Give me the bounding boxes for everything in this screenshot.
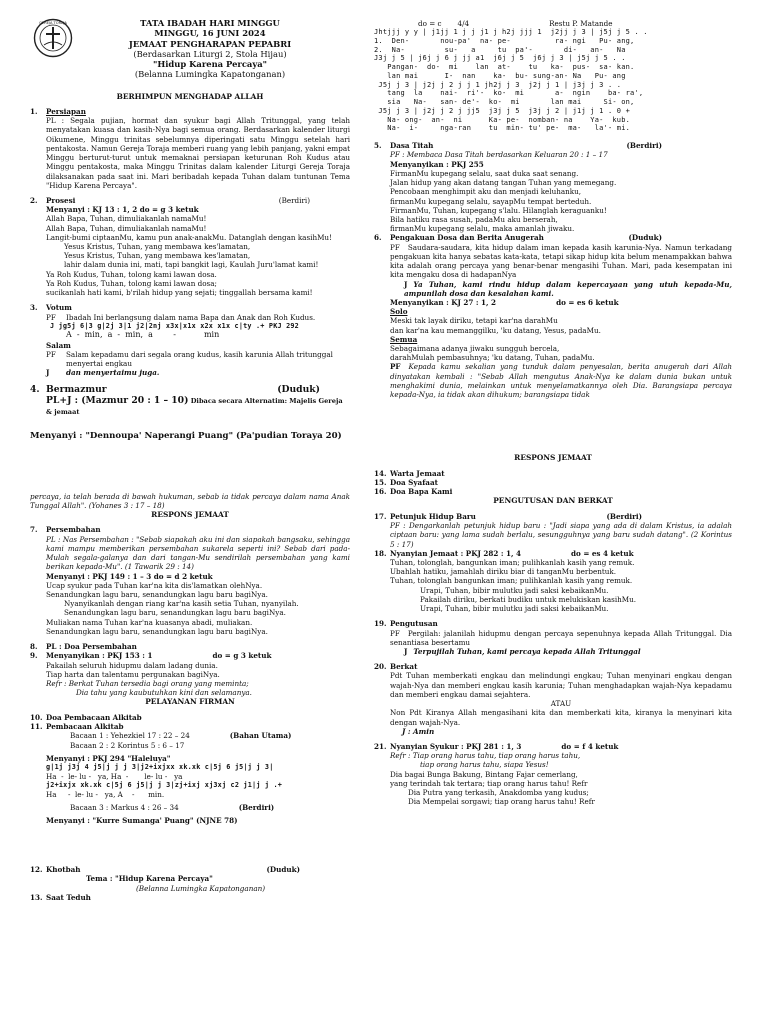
music-notation: J jg5j 6|3 g|2j 3|1 j2|2nj x3x|x1x x2x x1x c|ty .+ PKJ 292 [50,321,299,330]
reading: Bacaan 2 : 2 Korintus 5 : 6 – 17 [70,740,185,750]
section-heading: PELAYANAN FIRMAN [145,697,235,707]
lyric-line: Ha - le- lu - ya, A - min. [46,789,165,799]
posture-note: (Berdiri) [278,195,310,205]
lyric-line: Meski tak layak diriku, tetapi kar'na darahMu [390,316,558,326]
lyric-line: Senandungkan lagu baru, senandungkan lagu baru bagiNya. [64,608,286,618]
speaker-label: PF [390,362,401,372]
item-persiapan [30,107,350,190]
lyric-line: darahMulah pembasuhnya; 'ku datang, Tuhan, padaMu. [390,353,595,363]
item-pengutusan [374,619,732,656]
item-number: 6. [374,233,382,243]
composer: Restu P. Matande [549,19,613,28]
lyric-line: dan kar'na kau memanggilku, 'ku datang, Yesus, padaMu. [390,325,601,335]
page-title: TATA IBADAH HARI MINGGU [140,18,280,28]
amin-lyric: A - min, a - min, a - min [66,330,220,340]
item-title: Nyanyian Jemaat : PKJ 282 : 1, 4 [390,548,522,558]
item-pembacaan-alkitab [30,722,350,825]
alternatim-note: Dibaca secara Alternatim: Majelis Gereja & jemaat [46,397,343,417]
lyric-line: Ha - le- lu - ya, Ha - le- lu - ya [46,771,183,781]
item-title: Nyanyian Syukur : PKJ 281 : 1, 3 [390,741,522,751]
sermon-theme: Tema : "Hidup Karena Percaya" [86,874,213,884]
refrain: Dia tahu yang kaubutuhkan kini dan selamanya. [76,688,252,698]
song-key: do = g 3 ketuk [212,651,272,661]
lyric-line: Ya Roh Kudus, Tuhan, tolong kami lawan dosa; [46,278,217,288]
posture-note: (Duduk) [266,865,300,875]
music-notation: g|1j j3j 4 j5|j j j 3|j2+ixjxx xk.xk c|5j 6 j5|j j 3| [46,762,274,771]
item-title: Menyanyikan : PKJ 153 : 1 [46,651,153,661]
offering-text: PL : Nas Persembahan : "Sebab siapakah aku ini dan siapakah bangsaku, sehingga kami mampu memberikan persembahan sukarela seperti ini? Sebab dari pada-Mulah segala-galanya dan dari tangan-Mu sendirilah persembahan yang kami berikan kepada-Mu". (1 Tawarik 29 : 14) [46,534,350,572]
refrain: tiap orang harus tahu, siapa Yesus! [420,760,549,770]
posture-note: (Duduk) [628,233,662,243]
item-number: 20. [374,662,387,672]
lyric-line: Senandungkan lagu baru, senandungkan lagu baru bagiNya. [46,626,268,636]
grace-text: Kepada kamu sekalian yang tunduk dalam penyesalan, berita anugerah dari Allah dinyatakan kembali : "Sebab Allah mengutus Anak-Nya ke dalam dunia bukan untuk menghakimi dunia, melainkan untuk menyelamatkannya oleh Dia. Barangsiapa percaya kepada-Nya, ia tidak akan dihukum; barangsiapa tidak [390,362,732,400]
item-title: Doa Pembacaan Alkitab [46,712,142,722]
notation-line: Na- i- nga-ran tu min- tu' pe- ma- la'- mi. [374,124,631,133]
right-column [374,19,732,807]
item-number: 17. [374,511,387,521]
lyric-line: Tuhan, tolonglah, bangunkan iman; pulihkanlah kasih yang remuk. [390,558,635,568]
item-number: 8. [30,642,38,652]
psalm-ref: PL+J : (Mazmur 20 : 1 – 10) [46,395,189,407]
item-number: 15. [374,478,387,488]
lyric-line: Dia Putra yang terkasih, Anakdomba yang kudus; [408,788,589,798]
reading: Bacaan 3 : Markus 4 : 26 – 34 [70,802,179,812]
lyric-line: FirmanMu kupegang selalu, saat duka saat senang. [390,168,579,178]
reading-note: (Bahan Utama) [229,731,292,741]
speaker-label: PF [390,242,400,252]
lyric-line: Dia Mempelai sorgawi; tiap orang harus tahu! Refr [408,797,595,807]
logo-lettering: GEREJA TORAJA [39,20,67,25]
salam-response: dan menyertaimu juga. [66,368,160,378]
song-info: Menyanyikan : PKJ 255 [390,159,484,169]
item-number: 19. [374,619,387,629]
song-info: Menyanyi : KJ 13 : 1, 2 do = g 3 ketuk [46,205,199,215]
votum-text: Ibadah Ini berlangsung dalam nama Bapa dan Anak dan Roh Kudus. [66,312,316,322]
section-heading: BERHIMPUN MENGHADAP ALLAH [116,91,264,101]
item-title: Khotbah [46,865,81,875]
song-title: Menyanyi : "Dennoupa' Naperangi Puang" (Pa'pudian Toraya 20) [30,430,342,441]
lyric-line: Langit-bumi ciptaanMu, kamu pun anak-anakMu. Datanglah dengan kasihMu! [46,232,332,242]
lyric-line: Pencobaan menghimpit aku dan menjadi keluhanku, [390,187,582,197]
lyric-line: firmanMu kupegang selalu, sayapMu tempat berteduh. [390,196,592,206]
speaker-label: J [404,279,408,289]
lyric-line: Urapi, Tuhan, bibir mulutku jadi saksi kebaikanMu. [420,585,609,595]
lyric-line: Ubahlah hatiku, jamahlah diriku biar di tanganMu berbentuk. [390,567,616,577]
item-number: 12. [30,865,43,875]
lyric-line: Allah Bapa, Tuhan, dimuliakanlah namaMu! [46,223,207,233]
item-number: 9. [30,651,38,661]
lyric-line: Tiap harta dan talentamu pergunakan bagiNya. [46,669,220,679]
reading: Bacaan 1 : Yehezkiel 17 : 22 – 24 [70,731,190,741]
item-number: 3. [30,303,38,313]
lyric-line: Senandungkan lagu baru, senandungkan lagu baru bagiNya. [46,589,268,599]
atau-label: ATAU [550,699,572,709]
lyric-line: Dia bagai Bunga Bakung, Bintang Fajar cemerlang, [390,769,578,779]
item-prosesi [30,196,350,297]
item-doa-syafaat [374,478,732,487]
lyric-line: Pakailah seluruh hidupmu dalam ladang dunia. [46,660,218,670]
notation-line: J5j j 3 | j2j j 2 j jj5 j3j j 5 j3j j 2 | j1j j 1 . 0 + [374,106,631,115]
item-khotbah [30,865,350,893]
item-title: Dasa Titah [390,141,434,151]
item-number: 11. [30,722,43,732]
semua-label: Semua [390,334,418,344]
notation-line: sia Na- san- de'- ko- mi lan mai Si- on, [374,98,635,107]
sermon-author: (Belanna Lumingka Kapatonganan) [136,883,266,893]
music-block [374,28,732,133]
sending-response: Terpujilah Tuhan, kami percaya kepada Allah Tritunggal [413,647,641,656]
item-nyanyian-syukur [374,742,732,807]
lyric-line: Ya Roh Kudus, Tuhan, tolong kami lawan dosa. [46,269,217,279]
music-notation: j2+ixjx xk.xk c|5j 6 j5|j j 3|zj+ixj xj3xj c2 j1|j j .+ [46,780,283,789]
item-number: 13. [30,892,43,902]
posture-note: (Berdiri) [606,511,642,521]
lyric-line: Ucap syukur pada Tuhan kar'na kita dis'lamatkan olehNya. [46,580,263,590]
item-bermazmur [30,384,350,417]
lyric-line: Sebagaimana adanya jiwaku sungguh bercela, [390,344,560,354]
notation-line: tang la nai- ri'- ko- mi a- ngin ba- ra', [374,89,644,98]
salam-title: Salam [46,340,71,350]
church-name: JEMAAT PENGHARAPAN PEPABRI [128,38,292,49]
notation-line: Pangan- do- mi lan at- tu ka- pus- sa- kan. [374,63,635,72]
item-saat-teduh [30,893,350,902]
item-title: Pembacaan Alkitab [46,722,124,732]
song-info: Menyanyikan : KJ 27 : 1, 2 [390,297,497,307]
speaker-label: PF [46,312,56,322]
item-title: Prosesi [46,195,76,205]
item-doa-pembacaan [30,713,350,722]
lyric-line: Yesus Kristus, Tuhan, yang membawa kes'lamatan, [64,242,251,252]
solo-label: Solo [390,307,408,317]
section-heading: RESPONS JEMAAT [151,509,229,519]
item-title: Pengutusan [390,619,438,629]
song-key: do = es 4 ketuk [571,548,634,558]
confession-response: Ya Tuhan, kami rindu hidup dalam kepercayaan yang utuh kepada-Mu, ampunilah dosa dan kesalahan kami. [404,279,732,298]
refrain: Refr : Berkat Tuhan tersedia bagi orang yang meminta; [46,678,249,688]
lyric-line: Muliakan nama Tuhan kar'na kuasanya abadi, muliakan. [46,617,253,627]
item-number: 10. [30,712,43,722]
left-column [30,18,350,902]
lyric-line: Yesus Kristus, Tuhan, yang membawa kes'lamatan, [64,251,251,261]
dasa-titah-note: PF : Membaca Dasa Titah berdasarkan Keluaran 20 : 1 – 17 [390,150,608,160]
section-heading: RESPONS JEMAAT [514,453,592,463]
item-petunjuk [374,512,732,549]
item-number: 5. [374,141,382,151]
author: (Belanna Lumingka Kapatonganan) [134,69,286,80]
notation-line: lan mai I- nan ka- bu- sung-an- Na Pu- ang [374,71,626,80]
lyric-line: Allah Bapa, Tuhan, dimuliakanlah namaMu! [46,214,207,224]
theme: "Hidup Karena Percaya" [152,59,268,69]
amin-response: J : Amin [402,726,435,736]
lyric-line: Jalan hidup yang akan datang tangan Tuhan yang memegang. [390,178,617,188]
item-title: Doa Bapa Kami [390,487,453,497]
lyric-line: firmanMu kupegang selalu, maka amanlah jiwaku. [390,224,575,234]
lyric-line: Urapi, Tuhan, bibir mulutku jadi saksi kebaikanMu. [420,604,609,614]
posture-note: (Duduk) [277,383,320,395]
lyric-line: lahir dalam dunia ini, mati, tapi bangkit lagi, Kaulah Juru'lamat kami! [64,260,319,270]
song-key: do = c 4/4 [418,19,470,28]
salam-text: Salam kepadamu dari segala orang kudus, kasih karunia Allah tritunggal menyertai engkau [66,349,333,369]
lyric-line: Bila hatiku rasa susah, padaMu aku berserah, [390,214,558,224]
item-title: Votum [46,303,72,313]
header [30,18,350,80]
song-info: Menyanyi : "Kurre Sumanga' Puang" (NJNE 78) [46,815,238,825]
notation-line: Na- ong- an- ni Ka- pe- nomban- na Ya- kub. [374,115,631,124]
item-title: Persembahan [46,525,101,535]
refrain: Refr : Tiap orang harus tahu, tiap orang harus tahu, [390,751,581,761]
item-title: Petunjuk Hidup Baru [390,511,476,521]
item-title: Berkat [390,662,418,672]
item-number: 14. [374,468,387,478]
confession-text: Saudara-saudara, kita hidup dalam iman kepada kasih karunia-Nya. Namun terkadang pengakuan kita hanya sebatas kata-kata, tetapi sikap hidup kita belum menampakkan bahwa kita adalah orang percaya yang benar-benar mengasihi Tuhan. Mari, pada kesempatan ini kita mengaku dosa di hadapanNya [390,242,732,280]
speaker-label: J [404,647,408,656]
item-title: Warta Jemaat [390,468,445,478]
item-text: PL : Segala pujian, hormat dan syukur bagi Allah Tritunggal, yang telah menyatakan kuasa dan kasih-Nya bagi semua orang. Berdasarkan kalender liturgi Oikumene, Minggu trinitas sebelumnya diperingati satu Minggu setelah hari pentakosta. Namun Gereja Toraja memberi ruang yang lebih panjang, yakni empat Minggu berturut-turut untuk memaknai persiapan keturunan Roh Kudus atau Minggu pentakosta, maka Minggu Trinitas dalam kalender Liturgi Gereja Toraja dilaksanakan pada saat ini. Mari beribadah kepada Tuhan dalam tuntunan Tema "Hidup Karena Percaya". [46,116,350,190]
posture-note: (Berdiri) [238,802,275,812]
song-key: do = f 4 ketuk [561,741,619,751]
item-dasa-titah [374,141,732,233]
lyric-line: sucikanlah hati kami, b'rilah hidup yang sejati; tinggallah bersama kami! [46,288,313,298]
item-doa-bapa-kami [374,487,732,496]
item-number: 4. [30,383,40,395]
item-title: Pengakuan Dosa dan Berita Anugerah [390,233,544,243]
item-title: Doa Syafaat [390,478,438,488]
speaker-label: PF [390,628,400,638]
lyric-line: Tuhan, tolonglah bangunkan iman; pulihkanlah kasih yang remuk. [390,576,633,586]
song-info: Menyanyi : PKJ 294 "Haleluya" [46,753,171,763]
item-title: PL : Doa Persembahan [46,642,137,652]
lyric-line: FirmanMu, Tuhan, kupegang s'lalu. Hilanglah keraguanku! [390,205,607,215]
item-number: 2. [30,195,38,205]
item-votum [30,303,350,377]
lyric-line: Nyanyikanlah dengan riang kar'na kasih setia Tuhan, nyanyilah. [64,599,299,609]
item-pengakuan-dosa [374,233,732,399]
blessing-text-alt: Non Pdt Kiranya Allah mengasihani kita dan memberkati kita, kiranya la menyinari kita dengan wajah-Nya. [390,708,732,727]
item-number: 18. [374,548,387,558]
item-number: 21. [374,741,387,751]
notation-line: 2. Na- su- a tu pa'- di- an- Na [374,45,626,54]
blessing-text: Pdt Tuhan memberkati engkau dan melindungi engkau; Tuhan menyinari engkau dengan wajah-Nya dan memberi engkau kasih karunia; Tuhan menghadapkan wajah-Nya kepadamu dan memberi engkau damai sejahtera. [390,671,732,699]
lyric-line: Pakailah diriku, berkati budiku untuk melukiskan kasihMu. [420,594,637,604]
item-number: 16. [374,487,387,497]
notation-line: Jhtjjj y y | j1jj 1 j j j1 j h2j jjj 1 j2jj j 3 | j5j j 5 . . [374,28,648,37]
speaker-label: J [46,368,50,378]
item-title: Saat Teduh [46,892,91,902]
item-doa-persembahan [30,642,350,651]
sending-text: Pergilah: jalanilah hidupmu dengan percaya sepenuhnya kepada Allah Tritunggal. Dia senantiasa besertamu [390,628,732,647]
lyric-line: yang terindah tak tertara; tiap orang harus tahu! Refr [390,778,588,788]
section-heading: PENGUTUSAN DAN BERKAT [493,496,613,506]
item-title: Bermazmur [46,383,107,395]
posture-note: (Berdiri) [626,141,662,151]
notation-line: J3j j 5 | j6j j 6 j jj a1 j6j j 5 j6j j 3 | j5j j 5 . . [374,54,626,63]
item-berkat [374,662,732,736]
item-number: 7. [30,525,38,535]
speaker-label: PF [46,349,56,359]
song-key: do = es 6 ketuk [556,297,619,307]
petunjuk-text: PF : Dengarkanlah petunjuk hidup baru : "Jadi siapa yang ada di dalam Kristus, ia adalah ciptaan baru: yang lama sudah berlalu, sesungguhnya yang baru sudah datang". (2 Korintus 5 : 17) [390,521,732,549]
song-info: Menyanyi : PKJ 149 : 1 – 3 do = d 2 ketuk [46,571,213,581]
item-persembahan [30,525,350,636]
notation-line: J5j j 3 | j2j j 2 j j 1 jh2j j 3 j2j j 1 | j3j j 3 . . [374,80,622,89]
item-title: Persiapan [46,106,86,116]
liturgy-subtitle: (Berdasarkan Liturgi 2, Stola Hijau) [133,48,287,59]
service-date: MINGGU, 16 JUNI 2024 [154,28,266,39]
notation-line: 1. Den- nou-pa' na- pe- ra- ngi Pu- ang, [374,36,635,45]
item-warta [374,469,732,478]
continued-text: percaya, ia telah berada di bawah hukuman, sebab ia tidak percaya dalam nama Anak Tunggal Allah". (Yohanes 3 : 17 – 18) [30,491,350,510]
item-number: 1. [30,106,38,116]
item-menyanyikan [30,651,350,697]
item-nyanyian-jemaat [374,549,732,614]
